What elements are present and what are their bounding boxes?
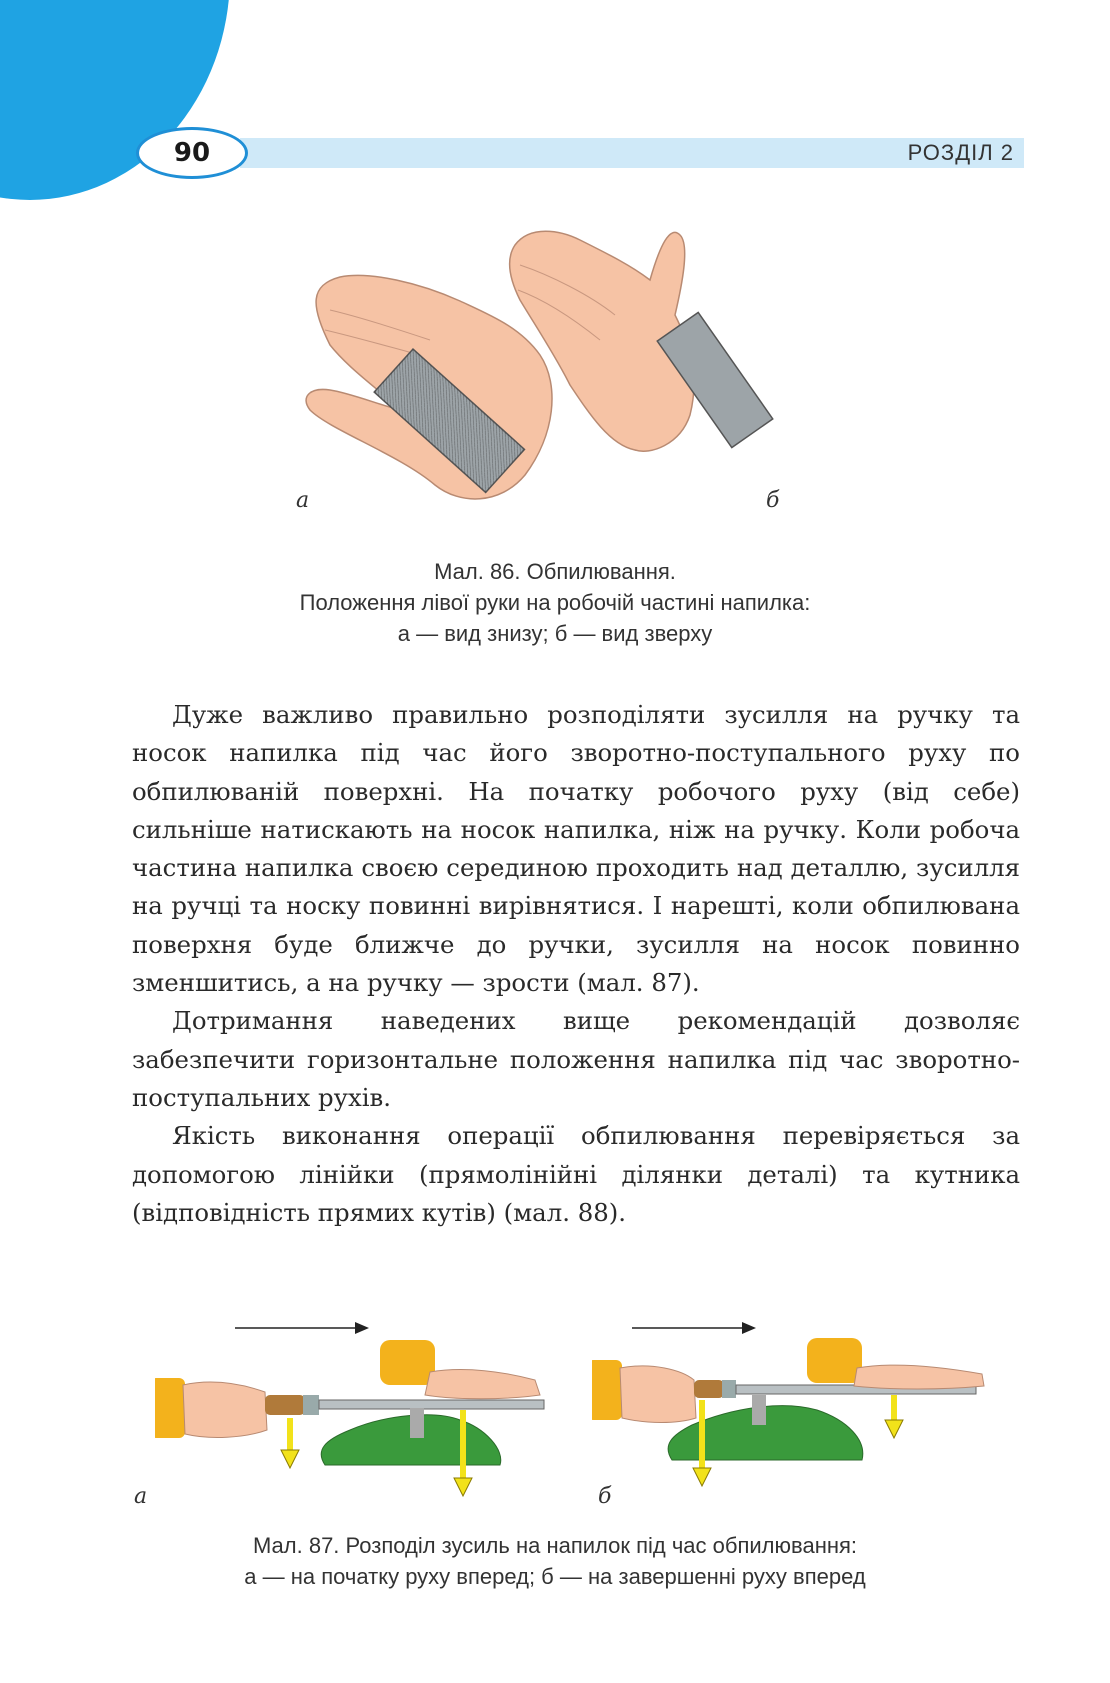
figure-87-caption-line-2: а — на початку руху вперед; б — на завершенні руху вперед	[244, 1564, 866, 1589]
body-text	[132, 696, 1020, 1232]
page-number-text: 90	[173, 138, 211, 168]
paragraph-3: Якість виконання операції обпилювання перевіряється за допомогою лінійки (прямолінійні ділянки деталі) та кутника (відповідність прямих кутів) (мал. 88).	[132, 1121, 1020, 1227]
header-band	[240, 138, 1024, 168]
figure-86-label-a: а	[296, 488, 310, 513]
paragraph-2: Дотримання наведених вище рекомендацій дозволяє забезпечити горизонтальне положення напилка під час зворотно-поступальних рухів.	[132, 1006, 1020, 1112]
figure-87-caption	[0, 1530, 1110, 1592]
figure-86-illustration	[270, 205, 860, 525]
figure-86-label-b: б	[766, 488, 780, 513]
figure-87-label-b: б	[598, 1484, 612, 1509]
page-number	[136, 127, 248, 179]
figure-86-caption-line-1: Мал. 86. Обпилювання.	[434, 559, 676, 584]
figure-86-caption	[0, 556, 1110, 649]
figure-87-caption-line-1: Мал. 87. Розподіл зусиль на напилок під час обпилювання:	[252, 1533, 858, 1558]
figure-86-caption-line-3: а — вид знизу; б — вид зверху	[397, 621, 713, 646]
section-label: РОЗДІЛ 2	[907, 140, 1014, 165]
figure-86-caption-line-2: Положення лівої руки на робочій частині напилка:	[299, 590, 811, 615]
hand-a-illustration	[306, 275, 552, 498]
figure-87b-illustration	[592, 1300, 1022, 1500]
figure-87-label-a: а	[134, 1484, 148, 1509]
paragraph-1: Дуже важливо правильно розподіляти зусилля на ручку та носок напилка під час його зворотно-поступального руху по обпилюваній поверхні. На початку робочого руху (від себе) сильніше натискають на носок напилка, ніж на ручку. Коли робоча частина напилка своєю серединою проходить над деталлю, зусилля на ручці та носку повинні вирівнятися. І нарешті, коли обпилювана поверхня буде ближче до ручки, зусилля на носок повинно зменшитись, а на ручку — зрости (мал. 87).	[132, 700, 1020, 998]
figure-87a-illustration	[155, 1300, 575, 1500]
